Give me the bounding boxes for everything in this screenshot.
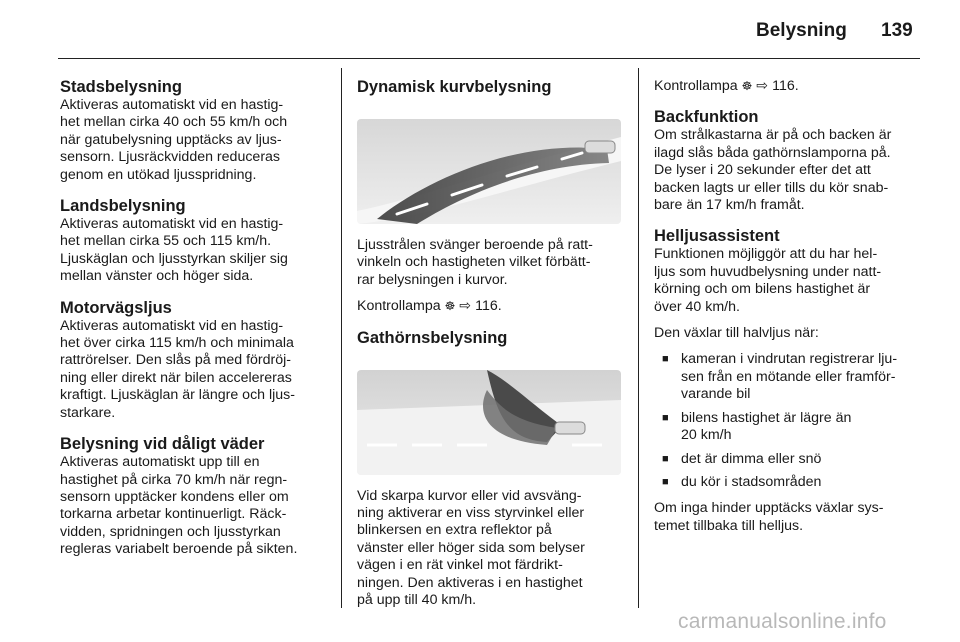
section-bad-weather-lighting <box>60 435 326 558</box>
text-line: Vid skarpa kurvor eller vid avsväng- <box>357 487 582 504</box>
text-line: ljus som huvudbelysning under natt- <box>654 263 882 280</box>
text-line: Om inga hinder upptäcks växlar sys- <box>654 500 884 517</box>
bullet-icon: ■ <box>662 452 669 465</box>
lamp-icon: ☸ <box>444 299 456 314</box>
text-line: körning och om bilens hastighet är <box>654 281 871 298</box>
text-line: regleras variabelt beroende på sikten. <box>60 541 298 558</box>
bullet-icon: ■ <box>662 353 669 366</box>
reference-page-link[interactable]: 116. <box>475 298 502 315</box>
column-divider-2 <box>638 68 639 608</box>
text-line: Ljuskäglan och ljusstyrkan skiljer sig <box>60 250 288 267</box>
text-line: ning aktiverar en viss styrvinkel eller <box>357 505 585 522</box>
text-line: Aktiveras automatiskt upp till en <box>60 454 260 471</box>
text-line: mellan vänster och höger sida. <box>60 268 254 285</box>
column-3 <box>654 78 924 535</box>
page-number: 139 <box>881 20 913 41</box>
section-motorway-lighting <box>60 299 326 422</box>
text-line: vinkeln och hastigheten vilket förbätt- <box>357 254 591 271</box>
column-1 <box>60 78 326 559</box>
section-heading-dynamic-curve: Dynamisk kurvbelysning <box>357 78 552 96</box>
text-line: starkare. <box>60 404 116 421</box>
watermark: carmanualsonline.info <box>678 610 887 633</box>
text-line: sensorn. Ljusräckvidden reduceras <box>60 149 281 166</box>
list-item: ■ bilens hastighet är lägre än 20 km/h <box>662 409 852 444</box>
text-line: rattrörelser. Den slås på med fördröj- <box>60 352 292 369</box>
text-line: Om strålkastarna är på och backen är <box>654 127 892 144</box>
list-item: ■ kameran i vindrutan registrerar lju- sen från en mötande eller framför- varande bil <box>662 351 898 403</box>
corner-lighting-illustration <box>357 370 621 475</box>
text-line: när gatubelysning upptäcks av ljus- <box>60 131 282 148</box>
text-line: sensorn upptäcker kondens eller om <box>60 488 289 505</box>
column-2 <box>357 78 623 609</box>
text-line: hastighet på cirka 70 km/h när regn- <box>60 471 288 488</box>
section-heading: Stadsbelysning <box>60 78 182 96</box>
text-line: het mellan cirka 40 och 55 km/h och <box>60 114 288 131</box>
section-heading: Motorvägsljus <box>60 298 172 317</box>
text-line: het över cirka 115 km/h och minimala <box>60 335 294 352</box>
list-item: ■ det är dimma eller snö <box>662 450 822 467</box>
text-line: Ljusstrålen svänger beroende på ratt- <box>357 237 593 253</box>
text-line: genom en utökad ljusspridning. <box>60 166 257 183</box>
reference-text: Kontrollampa <box>357 298 441 315</box>
column-divider-1 <box>341 68 342 608</box>
reference-page-link[interactable]: 116. <box>772 78 799 94</box>
text-line: torkarna arbetar kontinuerligt. Räck- <box>60 506 287 523</box>
section-heading-reverse-function: Backfunktion <box>654 108 759 127</box>
curve-lighting-illustration <box>357 119 621 224</box>
text-line: het mellan cirka 55 och 115 km/h. <box>60 233 272 250</box>
text-line: Aktiveras automatiskt vid en hastig- <box>60 317 284 334</box>
text-line: Aktiveras automatiskt vid en hastig- <box>60 216 284 233</box>
text-line: Aktiveras automatiskt vid en hastig- <box>60 97 284 113</box>
list-item: ■ du kör i stadsområden <box>662 473 822 490</box>
condition-list <box>654 351 924 491</box>
text-line: kraftigt. Ljuskäglan är längre och ljus- <box>60 387 296 404</box>
bullet-icon: ■ <box>662 411 669 424</box>
text-line: De lyser i 20 sekunder efter det att <box>654 162 871 179</box>
text-line: temet tillbaka till helljus. <box>654 517 804 534</box>
text-line: ilagd slås båda gathörnslamporna på. <box>654 144 891 161</box>
text-line: vägen i en rät vinkel mot färdrikt- <box>357 557 563 574</box>
indicator-reference <box>357 298 623 315</box>
text-line: ning eller direkt när bilen accelereras <box>60 369 292 386</box>
text-line: rar belysningen i kurvor. <box>357 271 508 288</box>
lamp-icon: ☸ <box>741 79 753 93</box>
text-line: ningen. Den aktiveras i en hastighet <box>357 574 583 591</box>
page-arrow-icon: ⇨ <box>756 78 769 94</box>
text-line: vänster eller höger sida som belyser <box>357 539 585 556</box>
header-rule <box>58 58 920 59</box>
text-line: vidden, spridningen och ljusstyrkan <box>60 523 281 540</box>
text-line: över 40 km/h. <box>654 298 740 315</box>
section-heading: Belysning vid dåligt väder <box>60 435 265 454</box>
section-country-lighting <box>60 197 326 286</box>
section-city-lighting <box>60 78 326 184</box>
text-line: blinkersen en extra reflektor på <box>357 522 552 539</box>
bullet-icon: ■ <box>662 475 669 488</box>
text-line: backen lagts ur eller tills du kör snab- <box>654 179 889 196</box>
text-line: Funktionen möjliggör att du har hel- <box>654 246 878 263</box>
section-heading-high-beam-assist: Helljusassistent <box>654 227 780 246</box>
section-heading: Landsbelysning <box>60 197 186 216</box>
section-heading-corner-lighting: Gathörnsbelysning <box>357 328 508 347</box>
reference-text: Kontrollampa <box>654 78 738 94</box>
page-arrow-icon: ⇨ <box>459 298 472 315</box>
page-header-title: Belysning <box>756 20 847 41</box>
text-line: bare än 17 km/h framåt. <box>654 197 805 214</box>
text-line: Den växlar till halvljus när: <box>654 325 819 342</box>
text-line: på upp till 40 km/h. <box>357 592 477 609</box>
indicator-reference <box>654 78 924 95</box>
